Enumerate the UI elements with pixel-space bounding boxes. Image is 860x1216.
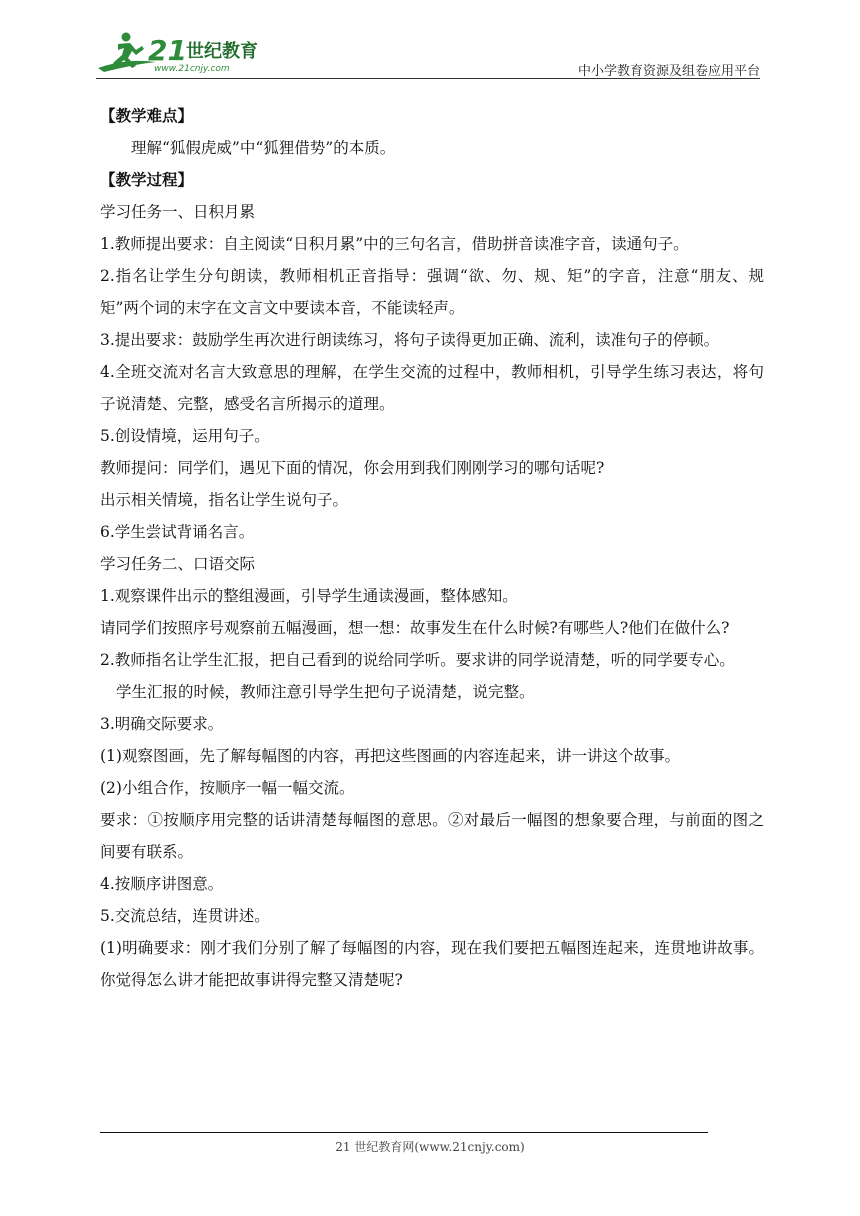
- runner-logo-icon: [96, 28, 266, 76]
- header-divider: [96, 78, 760, 79]
- task2-step3-item2: (2)小组合作，按顺序一幅一幅交流。: [100, 779, 355, 797]
- task1-step1: 1.教师提出要求：自主阅读“日积月累”中的三句名言，借助拼音读准字音，读通句子。: [100, 235, 689, 253]
- task2-step1: 1.观察课件出示的整组漫画，引导学生通读漫画，整体感知。: [100, 587, 518, 605]
- task1-step6: 6.学生尝试背诵名言。: [100, 523, 255, 541]
- task1-step4: 4.全班交流对名言大致意思的理解，在学生交流的过程中，教师相机，引导学生练习表达，将句子说清楚、完整，感受名言所揭示的道理。: [100, 363, 764, 413]
- lesson-content: [100, 100, 764, 996]
- task2-step3: 3.明确交际要求。: [100, 715, 224, 733]
- task2-step5: 5.交流总结，连贯讲述。: [100, 907, 270, 925]
- task2-step3-item1: (1)观察图画，先了解每幅图的内容，再把这些图画的内容连起来，讲一讲这个故事。: [100, 747, 680, 765]
- task1-step5: 5.创设情境，运用句子。: [100, 427, 270, 445]
- task2-title: 学习任务二、口语交际: [100, 555, 256, 573]
- section-heading-process: 【教学过程】: [100, 171, 194, 189]
- task2-step3-requirements: 要求：①按顺序用完整的话讲清楚每幅图的意思。②对最后一幅图的想象要合理，与前面的图之间要有联系。: [100, 811, 764, 861]
- difficulty-text: 理解“狐假虎威”中“狐狸借势”的本质。: [131, 139, 396, 157]
- header-tagline: 中小学教育资源及组卷应用平台: [577, 64, 760, 79]
- svg-text:世纪教育: 世纪教育: [186, 41, 258, 62]
- svg-text:www.21cnjy.com: www.21cnjy.com: [154, 64, 230, 74]
- page-header: [96, 28, 760, 80]
- task1-step5-question: 教师提问：同学们，遇见下面的情况，你会用到我们刚刚学习的哪句话呢?: [100, 459, 605, 477]
- task2-step4: 4.按顺序讲图意。: [100, 875, 224, 893]
- task1-step3: 3.提出要求：鼓励学生再次进行朗读练习，将句子读得更加正确、流利，读准句子的停顿。: [100, 331, 720, 349]
- svg-text:21: 21: [148, 34, 187, 67]
- footer-divider: [100, 1132, 708, 1133]
- task2-step2-detail: 学生汇报的时候，教师注意引导学生把句子说清楚，说完整。: [116, 683, 535, 701]
- task2-step2: 2.教师指名让学生汇报，把自己看到的说给同学听。要求讲的同学说清楚，听的同学要专心。: [100, 651, 735, 669]
- footer-link[interactable]: 21 世纪教育网(www.21cnjy.com): [335, 1140, 525, 1154]
- task2-step1-detail: 请同学们按照序号观察前五幅漫画，想一想：故事发生在什么时候?有哪些人?他们在做什么?: [100, 619, 730, 637]
- task1-title: 学习任务一、日积月累: [100, 203, 256, 221]
- task1-step5-scenario: 出示相关情境，指名让学生说句子。: [100, 491, 349, 509]
- task2-step5-item1: (1)明确要求：刚才我们分别了解了每幅图的内容，现在我们要把五幅图连起来，连贯地讲故事。你觉得怎么讲才能把故事讲得完整又清楚呢?: [100, 939, 764, 989]
- site-logo[interactable]: [96, 28, 266, 76]
- section-heading-difficulty: 【教学难点】: [100, 107, 194, 125]
- task1-step2: 2.指名让学生分句朗读，教师相机正音指导：强调“欲、勿、规、矩”的字音，注意“朋友、规矩”两个词的末字在文言文中要读本音，不能读轻声。: [100, 267, 764, 317]
